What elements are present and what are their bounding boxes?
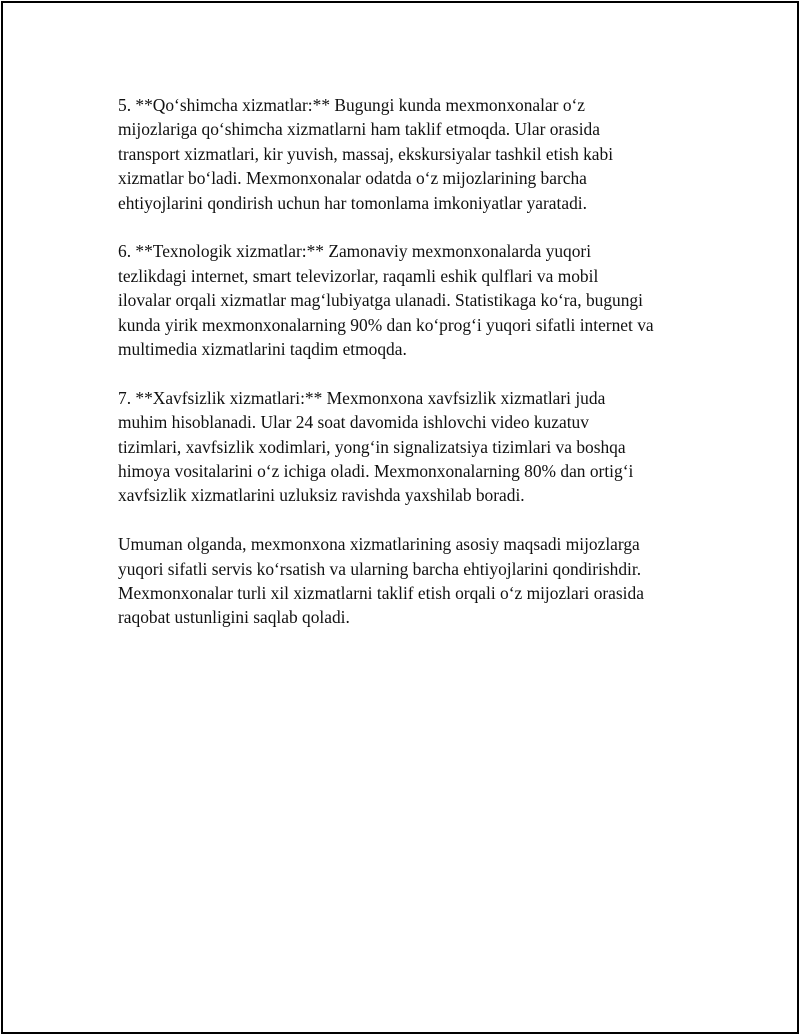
text-line: tizimlari, xavfsizlik xodimlari, yong‘in signalizatsiya tizimlari va boshqa [118, 436, 626, 457]
text-line: tezlikdagi internet, smart televizorlar, raqamli eshik qulflari va mobil [118, 265, 599, 286]
text-line: multimedia xizmatlarini taqdim etmoqda. [118, 339, 407, 360]
text-line: Mexmonxonalar turli xil xizmatlarni taklif etish orqali o‘z mijozlari orasida [118, 583, 644, 604]
text-line: transport xizmatlari, kir yuvish, massaj, ekskursiyalar tashkil etish kabi [118, 143, 614, 164]
text-line: ehtiyojlarini qondirish uchun har tomonlama imkoniyatlar yaratadi. [118, 192, 587, 213]
text-line: 6. **Texnologik xizmatlar:** Zamonaviy mexmonxonalarda yuqori [118, 241, 592, 262]
paragraph-conclusion [118, 532, 708, 630]
text-line: 5. **Qo‘shimcha xizmatlar:** Bugungi kunda mexmonxonalar o‘z [118, 95, 586, 115]
text-line: xizmatlar bo‘ladi. Mexmonxonalar odatda o‘z mijozlarining barcha [118, 168, 587, 189]
text-line: muhim hisoblanadi. Ular 24 soat davomida ishlovchi video kuzatuv [118, 412, 589, 433]
paragraph-security-services [118, 386, 708, 508]
text-line: yuqori sifatli servis ko‘rsatish va ularning barcha ehtiyojlarini qondirishdir. [118, 558, 642, 579]
text-line: himoya vositalarini o‘z ichiga oladi. Mexmonxonalarning 80% dan ortig‘i [118, 461, 634, 482]
paragraph-additional-services [118, 93, 708, 215]
text-line: raqobat ustunligini saqlab qoladi. [118, 607, 350, 628]
document-body [118, 93, 708, 654]
text-line: 7. **Xavfsizlik xizmatlari:** Mexmonxona xavfsizlik xizmatlari juda [118, 387, 606, 408]
text-line: ilovalar orqali xizmatlar mag‘lubiyatga ulanadi. Statistikaga ko‘ra, bugungi [118, 290, 643, 311]
text-line: kunda yirik mexmonxonalarning 90% dan ko‘prog‘i yuqori sifatli internet va [118, 314, 654, 335]
text-line: xavfsizlik xizmatlarini uzluksiz ravishda yaxshilab boradi. [118, 485, 525, 506]
paragraph-technology-services [118, 239, 708, 361]
text-line: Umuman olganda, mexmonxona xizmatlarining asosiy maqsadi mijozlarga [118, 534, 640, 555]
text-line: mijozlariga qo‘shimcha xizmatlarni ham taklif etmoqda. Ular orasida [118, 119, 600, 140]
